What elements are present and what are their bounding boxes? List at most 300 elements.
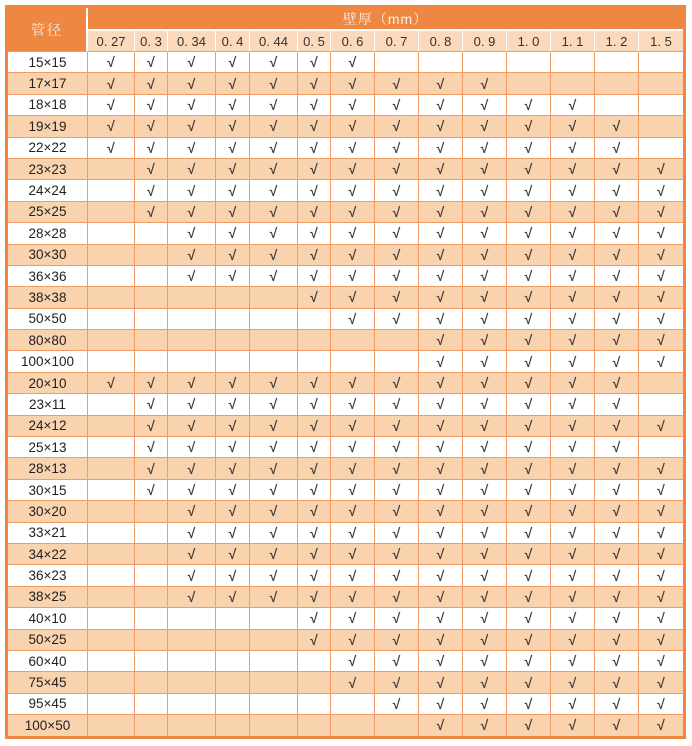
check-cell: √ <box>419 651 463 672</box>
check-cell <box>507 52 551 73</box>
table-body <box>8 52 683 736</box>
row-label: 23×23 <box>8 159 88 180</box>
check-cell <box>216 694 250 715</box>
check-cell: √ <box>216 480 250 501</box>
row-label: 95×45 <box>8 694 88 715</box>
check-cell <box>168 651 216 672</box>
check-cell: √ <box>507 565 551 586</box>
check-cell: √ <box>216 180 250 201</box>
check-cell: √ <box>551 715 595 735</box>
check-cell: √ <box>507 715 551 735</box>
check-cell: √ <box>375 587 419 608</box>
check-cell: √ <box>375 245 419 266</box>
check-cell: √ <box>375 202 419 223</box>
check-cell <box>88 223 135 244</box>
check-cell: √ <box>463 630 507 651</box>
check-cell <box>298 651 331 672</box>
check-cell: √ <box>419 715 463 735</box>
check-cell: √ <box>298 202 331 223</box>
check-cell: √ <box>551 416 595 437</box>
row-label: 75×45 <box>8 672 88 693</box>
check-cell: √ <box>331 458 375 479</box>
check-cell <box>168 630 216 651</box>
row-label: 24×12 <box>8 416 88 437</box>
check-cell: √ <box>639 223 683 244</box>
check-cell: √ <box>331 630 375 651</box>
check-cell: √ <box>135 73 168 94</box>
check-cell: √ <box>507 223 551 244</box>
check-cell: √ <box>507 501 551 522</box>
check-cell <box>639 52 683 73</box>
table-row <box>8 630 683 651</box>
check-cell: √ <box>595 694 639 715</box>
check-cell <box>168 330 216 351</box>
check-cell: √ <box>419 223 463 244</box>
check-cell: √ <box>298 116 331 137</box>
check-cell <box>298 672 331 693</box>
check-cell: √ <box>595 544 639 565</box>
check-cell: √ <box>419 202 463 223</box>
check-cell: √ <box>298 180 331 201</box>
check-cell: √ <box>463 458 507 479</box>
check-cell: √ <box>639 544 683 565</box>
check-cell: √ <box>507 544 551 565</box>
table-row <box>8 501 683 522</box>
check-cell <box>168 715 216 735</box>
check-cell: √ <box>595 437 639 458</box>
check-cell: √ <box>595 245 639 266</box>
check-cell: √ <box>507 630 551 651</box>
check-cell: √ <box>595 202 639 223</box>
check-cell: √ <box>168 266 216 287</box>
check-cell: √ <box>595 501 639 522</box>
check-cell: √ <box>168 202 216 223</box>
table-row <box>8 202 683 223</box>
check-cell: √ <box>551 116 595 137</box>
check-cell: √ <box>168 73 216 94</box>
check-cell: √ <box>375 694 419 715</box>
check-cell <box>250 351 298 372</box>
check-cell <box>216 672 250 693</box>
check-cell: √ <box>463 394 507 415</box>
check-cell <box>507 73 551 94</box>
table-row <box>8 523 683 544</box>
row-label: 38×25 <box>8 587 88 608</box>
check-cell <box>88 694 135 715</box>
check-cell: √ <box>463 159 507 180</box>
check-cell <box>88 266 135 287</box>
check-cell <box>135 608 168 629</box>
table-row <box>8 223 683 244</box>
check-cell: √ <box>216 437 250 458</box>
check-cell: √ <box>551 394 595 415</box>
table-row <box>8 351 683 372</box>
check-cell: √ <box>419 73 463 94</box>
table-row <box>8 694 683 715</box>
check-cell: √ <box>135 437 168 458</box>
row-label: 15×15 <box>8 52 88 73</box>
table-row <box>8 587 683 608</box>
check-cell <box>375 715 419 735</box>
check-cell: √ <box>507 672 551 693</box>
check-cell <box>88 544 135 565</box>
table-row <box>8 608 683 629</box>
check-cell <box>375 351 419 372</box>
check-cell: √ <box>375 544 419 565</box>
check-cell: √ <box>639 480 683 501</box>
pipe-spec-table <box>5 5 686 739</box>
check-cell: √ <box>419 266 463 287</box>
check-cell <box>298 715 331 735</box>
check-cell: √ <box>507 651 551 672</box>
table-row <box>8 394 683 415</box>
check-cell <box>250 651 298 672</box>
check-cell: √ <box>375 95 419 116</box>
row-label: 34×22 <box>8 544 88 565</box>
check-cell: √ <box>419 630 463 651</box>
check-cell: √ <box>551 373 595 394</box>
check-cell: √ <box>639 180 683 201</box>
check-cell <box>216 651 250 672</box>
table-row <box>8 651 683 672</box>
table-row <box>8 437 683 458</box>
check-cell: √ <box>419 416 463 437</box>
check-cell: √ <box>331 437 375 458</box>
check-cell: √ <box>551 565 595 586</box>
check-cell: √ <box>507 202 551 223</box>
check-cell: √ <box>463 223 507 244</box>
check-cell: √ <box>250 180 298 201</box>
check-cell <box>216 630 250 651</box>
check-cell <box>331 330 375 351</box>
thickness-column-header: 1. 1 <box>551 31 595 52</box>
check-cell: √ <box>595 287 639 308</box>
check-cell <box>216 608 250 629</box>
check-cell: √ <box>595 523 639 544</box>
check-cell: √ <box>216 587 250 608</box>
check-cell <box>639 437 683 458</box>
check-cell <box>639 73 683 94</box>
row-label: 100×100 <box>8 351 88 372</box>
check-cell: √ <box>298 394 331 415</box>
check-cell: √ <box>419 694 463 715</box>
check-cell <box>168 694 216 715</box>
check-cell: √ <box>331 608 375 629</box>
check-cell: √ <box>375 138 419 159</box>
check-cell: √ <box>298 159 331 180</box>
check-cell: √ <box>298 95 331 116</box>
check-cell: √ <box>595 630 639 651</box>
check-cell <box>639 373 683 394</box>
check-cell: √ <box>375 266 419 287</box>
row-label: 24×24 <box>8 180 88 201</box>
check-cell <box>463 52 507 73</box>
check-cell: √ <box>331 309 375 330</box>
check-cell: √ <box>595 480 639 501</box>
check-cell: √ <box>463 715 507 735</box>
check-cell <box>88 202 135 223</box>
table-row <box>8 116 683 137</box>
check-cell: √ <box>463 651 507 672</box>
check-cell <box>88 330 135 351</box>
check-cell <box>331 715 375 735</box>
check-cell: √ <box>419 565 463 586</box>
thickness-column-header: 0. 34 <box>168 31 216 52</box>
group-header-row <box>8 8 683 31</box>
check-cell: √ <box>135 180 168 201</box>
check-cell: √ <box>298 523 331 544</box>
thickness-column-header: 1. 0 <box>507 31 551 52</box>
check-cell: √ <box>331 501 375 522</box>
check-cell: √ <box>375 608 419 629</box>
check-cell: √ <box>463 672 507 693</box>
check-cell: √ <box>507 608 551 629</box>
check-cell: √ <box>88 52 135 73</box>
check-cell: √ <box>250 116 298 137</box>
check-cell: √ <box>331 416 375 437</box>
check-cell <box>88 480 135 501</box>
check-cell: √ <box>216 458 250 479</box>
check-cell: √ <box>168 501 216 522</box>
check-cell <box>250 608 298 629</box>
check-cell: √ <box>216 202 250 223</box>
check-cell: √ <box>216 138 250 159</box>
check-cell: √ <box>250 373 298 394</box>
check-cell: √ <box>168 394 216 415</box>
table-row <box>8 715 683 735</box>
check-cell: √ <box>216 416 250 437</box>
check-cell <box>298 694 331 715</box>
table-row <box>8 180 683 201</box>
row-label: 25×13 <box>8 437 88 458</box>
check-cell: √ <box>463 138 507 159</box>
column-header-diameter: 管径 <box>8 8 88 52</box>
check-cell <box>88 587 135 608</box>
check-cell: √ <box>463 416 507 437</box>
check-cell: √ <box>639 159 683 180</box>
check-cell: √ <box>639 351 683 372</box>
thickness-column-header: 1. 2 <box>595 31 639 52</box>
check-cell: √ <box>375 458 419 479</box>
row-label: 17×17 <box>8 73 88 94</box>
check-cell: √ <box>551 95 595 116</box>
row-label: 19×19 <box>8 116 88 137</box>
row-label: 18×18 <box>8 95 88 116</box>
check-cell: √ <box>135 138 168 159</box>
check-cell: √ <box>250 416 298 437</box>
check-cell <box>168 351 216 372</box>
check-cell <box>88 630 135 651</box>
check-cell: √ <box>88 116 135 137</box>
row-label: 38×38 <box>8 287 88 308</box>
check-cell <box>331 351 375 372</box>
check-cell: √ <box>250 565 298 586</box>
check-cell <box>88 309 135 330</box>
check-cell: √ <box>463 180 507 201</box>
check-cell: √ <box>639 287 683 308</box>
check-cell: √ <box>595 565 639 586</box>
table-header <box>8 8 683 52</box>
thickness-column-header: 1. 5 <box>639 31 683 52</box>
check-cell: √ <box>639 245 683 266</box>
check-cell: √ <box>216 116 250 137</box>
check-cell: √ <box>507 180 551 201</box>
check-cell: √ <box>135 373 168 394</box>
check-cell: √ <box>595 266 639 287</box>
check-cell: √ <box>331 138 375 159</box>
check-cell: √ <box>595 373 639 394</box>
check-cell: √ <box>551 587 595 608</box>
thickness-column-header: 0. 5 <box>298 31 331 52</box>
check-cell: √ <box>551 458 595 479</box>
table-row <box>8 309 683 330</box>
check-cell: √ <box>551 651 595 672</box>
check-cell <box>88 501 135 522</box>
check-cell: √ <box>419 480 463 501</box>
check-cell <box>135 223 168 244</box>
check-cell: √ <box>551 159 595 180</box>
check-cell: √ <box>419 501 463 522</box>
check-cell: √ <box>331 672 375 693</box>
check-cell: √ <box>419 373 463 394</box>
check-cell: √ <box>250 480 298 501</box>
check-cell <box>250 672 298 693</box>
row-label: 20×10 <box>8 373 88 394</box>
table-row <box>8 52 683 73</box>
check-cell <box>88 416 135 437</box>
check-cell: √ <box>135 480 168 501</box>
check-cell <box>639 394 683 415</box>
check-cell: √ <box>463 544 507 565</box>
check-cell: √ <box>216 523 250 544</box>
check-cell <box>88 351 135 372</box>
check-cell: √ <box>463 309 507 330</box>
check-cell: √ <box>331 544 375 565</box>
check-cell <box>595 52 639 73</box>
check-cell <box>216 309 250 330</box>
check-cell: √ <box>375 565 419 586</box>
check-cell: √ <box>419 180 463 201</box>
check-cell: √ <box>639 458 683 479</box>
check-cell: √ <box>551 437 595 458</box>
check-cell: √ <box>216 95 250 116</box>
check-cell: √ <box>639 694 683 715</box>
check-cell: √ <box>298 266 331 287</box>
check-cell: √ <box>331 373 375 394</box>
check-cell <box>216 330 250 351</box>
check-cell <box>88 458 135 479</box>
thickness-header-row <box>8 31 683 52</box>
check-cell: √ <box>419 351 463 372</box>
check-cell: √ <box>331 52 375 73</box>
check-cell: √ <box>168 544 216 565</box>
check-cell: √ <box>463 287 507 308</box>
check-cell: √ <box>298 458 331 479</box>
check-cell: √ <box>507 437 551 458</box>
check-cell: √ <box>168 138 216 159</box>
thickness-column-header: 0. 7 <box>375 31 419 52</box>
check-cell <box>88 180 135 201</box>
check-cell: √ <box>216 266 250 287</box>
check-cell: √ <box>463 373 507 394</box>
check-cell <box>250 630 298 651</box>
check-cell: √ <box>216 501 250 522</box>
check-cell: √ <box>88 95 135 116</box>
check-cell: √ <box>419 672 463 693</box>
table-row <box>8 480 683 501</box>
check-cell: √ <box>216 245 250 266</box>
check-cell: √ <box>419 138 463 159</box>
check-cell: √ <box>375 373 419 394</box>
row-label: 80×80 <box>8 330 88 351</box>
check-cell: √ <box>168 95 216 116</box>
check-cell: √ <box>507 266 551 287</box>
table-row <box>8 330 683 351</box>
check-cell: √ <box>375 523 419 544</box>
check-cell: √ <box>463 73 507 94</box>
check-cell <box>639 138 683 159</box>
check-cell: √ <box>168 437 216 458</box>
check-cell: √ <box>250 95 298 116</box>
check-cell: √ <box>551 223 595 244</box>
check-cell <box>135 715 168 735</box>
check-cell <box>88 715 135 735</box>
table-row <box>8 73 683 94</box>
check-cell: √ <box>419 394 463 415</box>
table-row <box>8 416 683 437</box>
check-cell: √ <box>331 73 375 94</box>
check-cell: √ <box>419 523 463 544</box>
check-cell: √ <box>250 266 298 287</box>
check-cell: √ <box>419 245 463 266</box>
check-cell: √ <box>463 351 507 372</box>
check-cell: √ <box>507 416 551 437</box>
check-cell: √ <box>551 287 595 308</box>
check-cell <box>88 651 135 672</box>
check-cell: √ <box>639 523 683 544</box>
thickness-column-header: 0. 4 <box>216 31 250 52</box>
check-cell: √ <box>216 223 250 244</box>
check-cell: √ <box>463 437 507 458</box>
check-cell <box>298 351 331 372</box>
check-cell: √ <box>595 309 639 330</box>
check-cell: √ <box>216 159 250 180</box>
check-cell <box>88 565 135 586</box>
check-cell: √ <box>298 630 331 651</box>
check-cell: √ <box>507 694 551 715</box>
check-cell: √ <box>595 159 639 180</box>
check-cell: √ <box>551 501 595 522</box>
check-cell <box>168 672 216 693</box>
check-cell: √ <box>551 180 595 201</box>
table-row <box>8 287 683 308</box>
check-cell: √ <box>168 523 216 544</box>
row-label: 50×50 <box>8 309 88 330</box>
check-cell: √ <box>168 565 216 586</box>
check-cell: √ <box>135 202 168 223</box>
check-cell: √ <box>250 587 298 608</box>
check-cell: √ <box>595 608 639 629</box>
check-cell: √ <box>551 245 595 266</box>
check-cell: √ <box>168 223 216 244</box>
check-cell: √ <box>331 180 375 201</box>
check-cell: √ <box>595 458 639 479</box>
row-label: 100×50 <box>8 715 88 735</box>
check-cell: √ <box>168 52 216 73</box>
check-cell: √ <box>639 330 683 351</box>
check-cell: √ <box>551 266 595 287</box>
check-cell: √ <box>419 330 463 351</box>
